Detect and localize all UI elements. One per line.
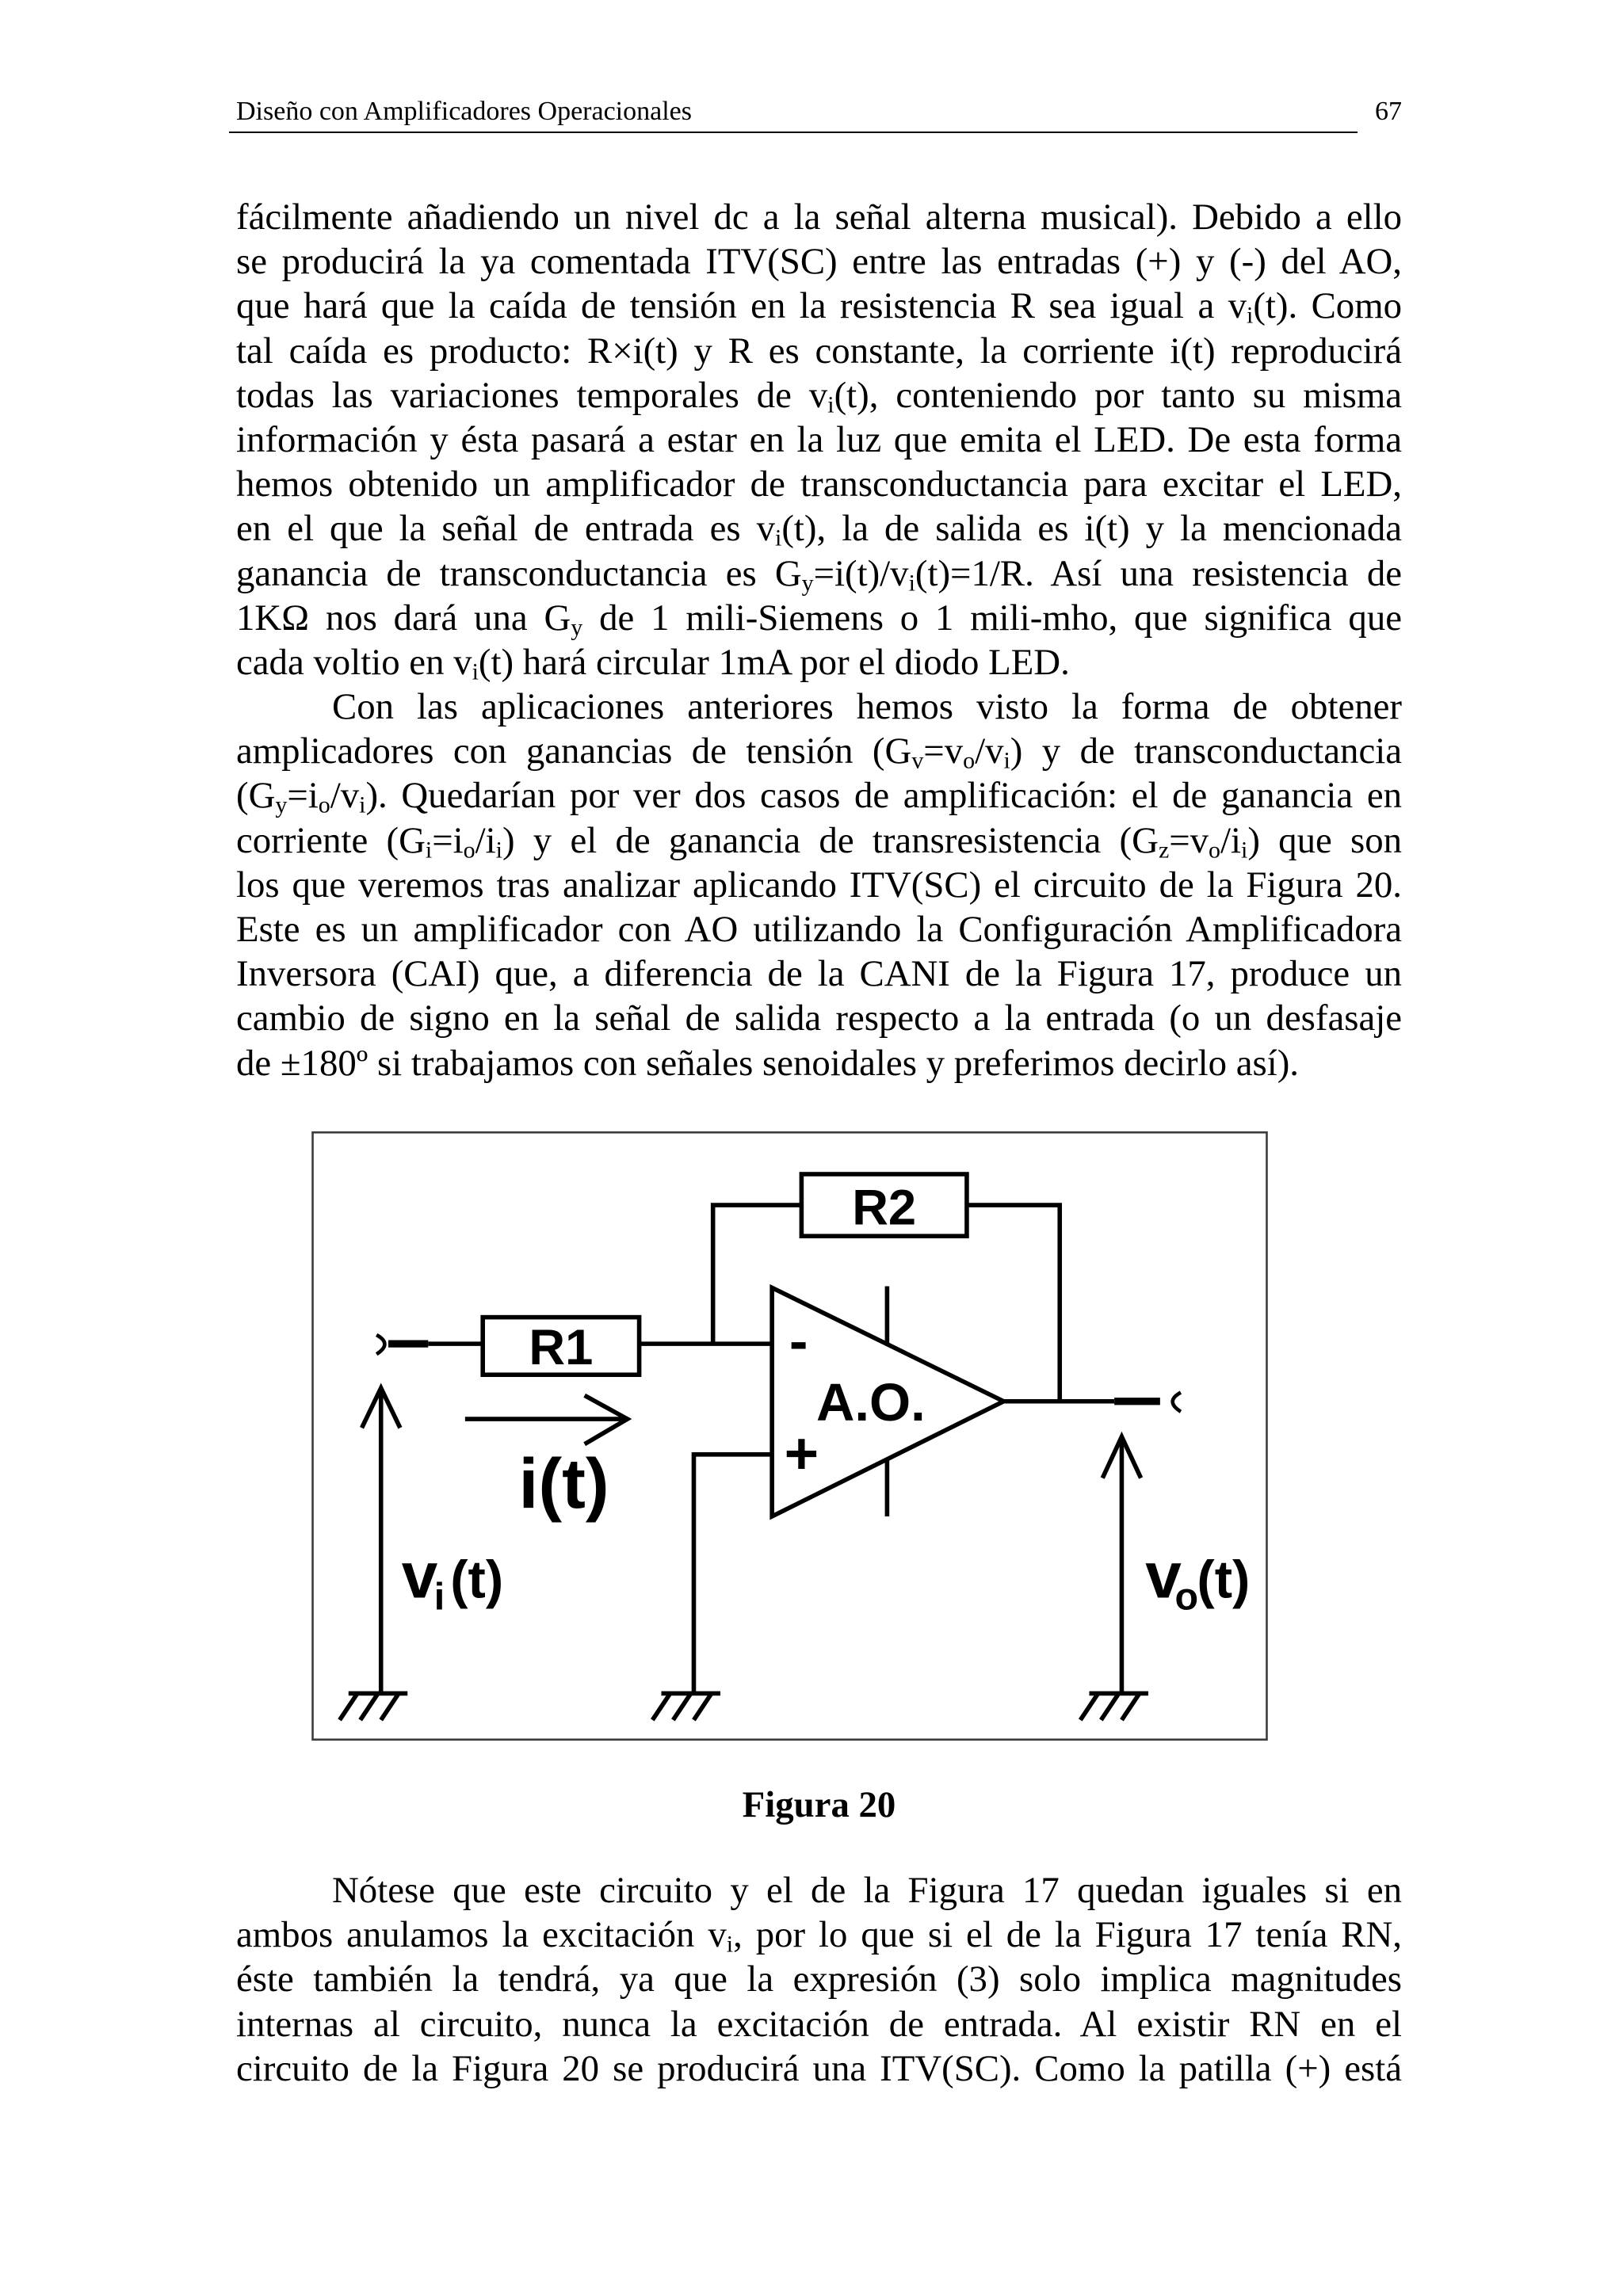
noninverting-input-sign: + [784, 1420, 819, 1486]
text-line [236, 596, 1402, 640]
inverting-input-sign: - [789, 1309, 808, 1372]
text-line [236, 818, 1402, 863]
text-line [236, 462, 1402, 506]
text-run: ganancia de transconductancia es G [236, 552, 802, 594]
subscript: i [908, 570, 915, 597]
voltage-symbol: v [401, 1539, 438, 1612]
text-run: (t) hará circular 1mA por el diodo LED. [478, 641, 1070, 683]
text-run: corriente (G [236, 819, 426, 861]
text-run: información y ésta pasará a estar en la luz que emita el LED. De esta forma [236, 418, 1402, 460]
subscript: o [1209, 837, 1220, 864]
subscript: i [1241, 837, 1248, 864]
text-run: tal caída es producto: R×i(t) y R es constante, la corriente i(t) reproducirá [236, 330, 1402, 372]
text-run: (t)=1/R. Así una resistencia de [915, 552, 1402, 594]
text-run: amplicadores con ganancias de tensión (G [236, 730, 912, 772]
text-run: /v [975, 730, 1004, 772]
header-rule [229, 132, 1358, 133]
text-run: Inversora (CAI) que, a diferencia de la CANI de la Figura 17, produce un [236, 953, 1402, 995]
r1-label: R1 [529, 1320, 594, 1376]
subscript: z [1158, 837, 1170, 864]
subscript: i [774, 524, 782, 551]
paragraph [236, 685, 1402, 1085]
input-voltage-label [402, 1539, 503, 1618]
text-run: , por lo que si el de la Figura 17 tenía RN, [733, 1914, 1403, 1956]
text-run: Nótese que este circuito y el de la Figura 17 quedan iguales si en [332, 1870, 1402, 1911]
text-line [236, 551, 1402, 596]
voltage-subscript: o [1174, 1575, 1199, 1619]
text-run: =i [287, 775, 319, 817]
text-run: =i(t)/v [813, 552, 909, 594]
page-number: 67 [1375, 97, 1402, 126]
text-line [236, 640, 1402, 685]
voltage-symbol: v [1145, 1539, 1182, 1612]
text-run: =v [1169, 819, 1209, 861]
text-run: =i [432, 819, 464, 861]
subscript: i [1247, 302, 1254, 329]
text-run: ) y de transconductancia [1010, 730, 1402, 772]
text-run: (G [236, 775, 276, 817]
text-run: cada voltio en v [236, 641, 472, 683]
text-line [236, 506, 1402, 551]
text-run: circuito de la Figura 20 se producirá una ITV(SC). Como la patilla (+) está [236, 2047, 1402, 2089]
text-line [236, 373, 1402, 418]
text-line [236, 863, 1402, 907]
subscript: i [495, 837, 502, 864]
subscript: y [801, 570, 814, 597]
subscript: y [571, 614, 583, 641]
text-line [236, 907, 1402, 952]
text-run: (t). Como [1253, 285, 1402, 327]
text-run: de 1 mili-Siemens o 1 mili-mho, que significa que [582, 597, 1402, 639]
text-run: en el que la señal de entrada es v [236, 508, 775, 550]
text-run: 1KΩ nos dará una G [236, 597, 571, 639]
text-run: ) y el de ganancia de transresistencia (G [502, 819, 1159, 861]
text-line [236, 2002, 1402, 2046]
subscript: o [463, 837, 475, 864]
text-run: ) que son [1247, 819, 1403, 861]
text-run: se producirá la ya comentada ITV(SC) entre las entradas (+) y (-) del AO, [236, 241, 1402, 283]
text-line [236, 773, 1402, 818]
text-run: hemos obtenido un amplificador de transconductancia para excitar el LED, [236, 463, 1402, 505]
text-run: que hará que la caída de tensión en la resistencia R sea igual a v [236, 285, 1247, 327]
text-run: Con las aplicaciones anteriores hemos visto la forma de obtener [332, 686, 1402, 728]
text-line [236, 952, 1402, 996]
text-line [236, 418, 1402, 462]
text-run: cambio de signo en la señal de salida respecto a la entrada (o un desfasaje [236, 997, 1402, 1039]
text-run: internas al circuito, nunca la excitación de entrada. Al existir RN en el [236, 2003, 1402, 2045]
paragraph [236, 1868, 1402, 2091]
text-run: los que veremos tras analizar aplicando ITV(SC) el circuito de la Figura 20. [236, 864, 1402, 906]
output-voltage-label [1145, 1539, 1250, 1618]
text-run: /i [475, 819, 496, 861]
text-line [236, 996, 1402, 1040]
voltage-argument: (t) [1197, 1550, 1251, 1610]
voltage-argument: (t) [450, 1550, 504, 1610]
text-run: =v [923, 730, 964, 772]
text-line [236, 685, 1402, 729]
text-run: ). Quedarían por ver dos casos de amplificación: el de ganancia en [365, 775, 1402, 817]
subscript: i [827, 391, 834, 418]
text-line [236, 1041, 1402, 1085]
text-run: fácilmente añadiendo un nivel dc a la señal alterna musical). Debido a ello [236, 196, 1402, 238]
running-header-title: Diseño con Amplificadores Operacionales [236, 97, 692, 126]
subscript: i [425, 837, 433, 864]
text-run: (t), la de salida es i(t) y la mencionada [781, 508, 1402, 550]
voltage-subscript: i [433, 1575, 445, 1619]
opamp-label: A.O. [816, 1372, 926, 1432]
subscript: v [911, 747, 924, 774]
text-line [236, 284, 1402, 328]
subscript: o [318, 792, 330, 819]
subscript: i [472, 658, 479, 685]
body-text-upper [236, 195, 1402, 1085]
subscript: o [963, 747, 976, 774]
text-line [236, 329, 1402, 373]
text-run: todas las variaciones temporales de v [236, 374, 828, 416]
text-line [236, 1913, 1402, 1957]
text-line [236, 1957, 1402, 2001]
subscript: y [275, 792, 288, 819]
text-run: /i [1220, 819, 1242, 861]
subscript: i [1003, 747, 1010, 774]
text-run: Este es un amplificador con AO utilizando la Configuración Amplificadora [236, 909, 1402, 950]
text-run: ambos anulamos la excitación v [236, 1914, 727, 1956]
text-line [236, 729, 1402, 773]
text-run: (t), conteniendo por tanto su misma [834, 374, 1402, 416]
text-line [236, 1868, 1402, 1913]
text-line [236, 2046, 1402, 2091]
text-line [236, 239, 1402, 284]
current-label: i(t) [518, 1443, 609, 1523]
text-run: éste también la tendrá, ya que la expresión (3) solo implica magnitudes [236, 1958, 1402, 2000]
text-run: /v [330, 775, 360, 817]
r2-label: R2 [852, 1180, 917, 1236]
text-line [236, 195, 1402, 239]
text-run: de ±180º si trabajamos con señales senoidales y preferimos decirlo así). [236, 1042, 1300, 1084]
body-text-lower [236, 1868, 1402, 2091]
circuit-figure [311, 1131, 1268, 1741]
subscript: i [359, 792, 366, 819]
figure-caption: Figura 20 [742, 1784, 896, 1825]
paragraph [236, 195, 1402, 685]
subscript: i [726, 1931, 734, 1958]
